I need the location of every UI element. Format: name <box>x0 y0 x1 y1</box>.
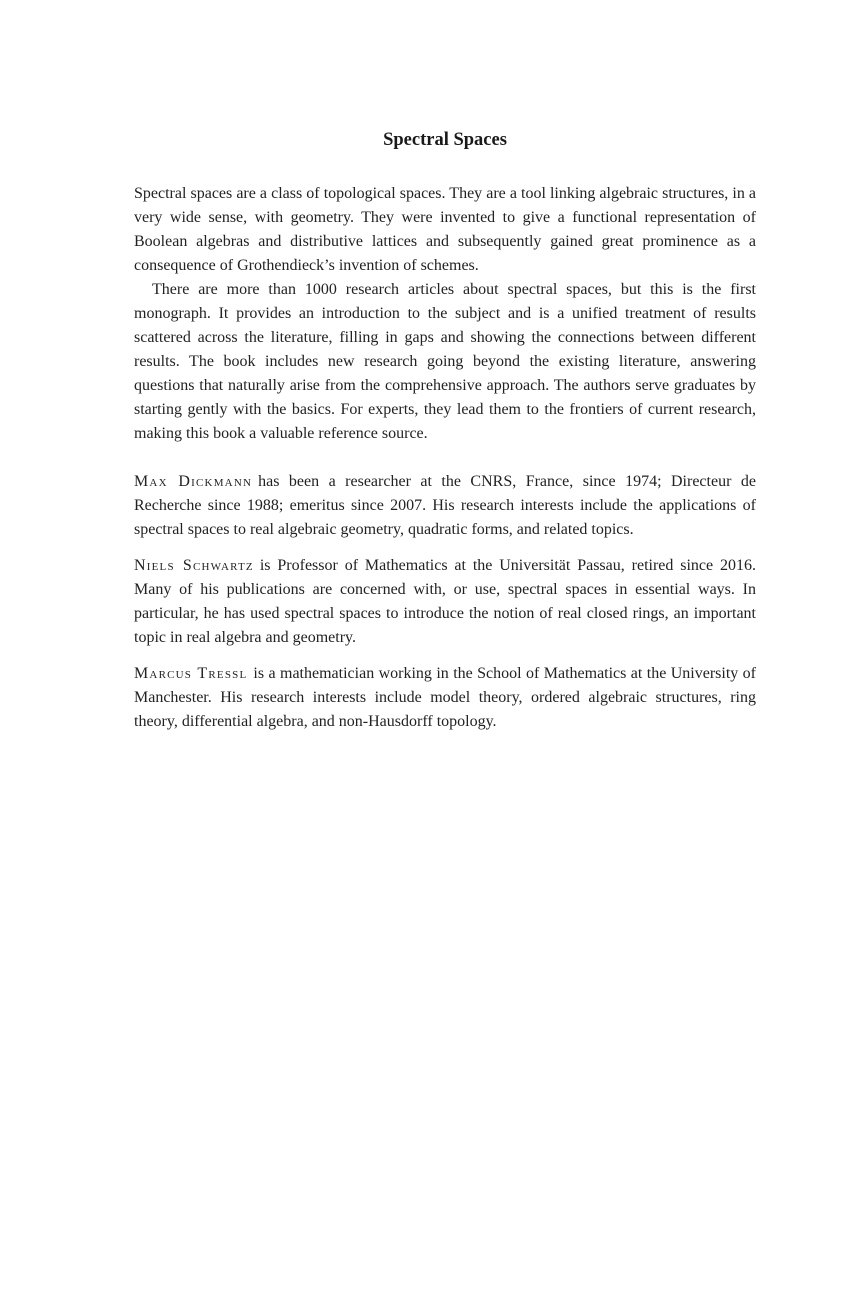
abstract <box>134 182 756 446</box>
author-bio-text: is Professor of Mathematics at the Universität Passau, retired since 2016. Many of his publications are concerned with, or use, spectral spaces in essential ways. In particular, he has used spectral spaces to introduce the notion of real closed rings, an important topic in real algebra and geometry. <box>134 557 756 646</box>
author-bio-dickmann <box>134 470 756 542</box>
author-bio-text: is a mathematician working in the School of Mathematics at the University of Manchester. His research interests include model theory, ordered algebraic structures, ring theory, differential algebra, and non-Hausdorff topology. <box>134 665 756 730</box>
author-name: Niels Schwartz <box>134 557 254 574</box>
abstract-paragraph-2: There are more than 1000 research articles about spectral spaces, but this is the first monograph. It provides an introduction to the subject and is a unified treatment of results scattered across the literature, filling in gaps and showing the connections between different results. The book includes new research going beyond the existing literature, answering questions that naturally arise from the comprehensive approach. The authors serve graduates by starting gently with the basics. For experts, they lead them to the frontiers of current research, making this book a valuable reference source. <box>134 281 756 442</box>
abstract-paragraph-1: Spectral spaces are a class of topological spaces. They are a tool linking algebraic structures, in a very wide sense, with geometry. They were invented to give a functional representation of Boolean algebras and distributive lattices and subsequently gained great prominence as a consequence of Grothendieck’s invention of schemes. <box>134 185 756 274</box>
author-name: Max Dickmann <box>134 473 253 490</box>
author-bio-schwartz <box>134 554 756 650</box>
author-name: Marcus Tressl <box>134 665 248 682</box>
author-bios <box>134 470 756 734</box>
book-title: Spectral Spaces <box>383 130 507 150</box>
author-bio-tressl <box>134 662 756 734</box>
book-page <box>134 126 756 746</box>
author-bio-text: has been a researcher at the CNRS, France, since 1974; Directeur de Recherche since 1988; emeritus since 2007. His research interests include the applications of spectral spaces to real algebraic geometry, quadratic forms, and related topics. <box>134 473 756 538</box>
